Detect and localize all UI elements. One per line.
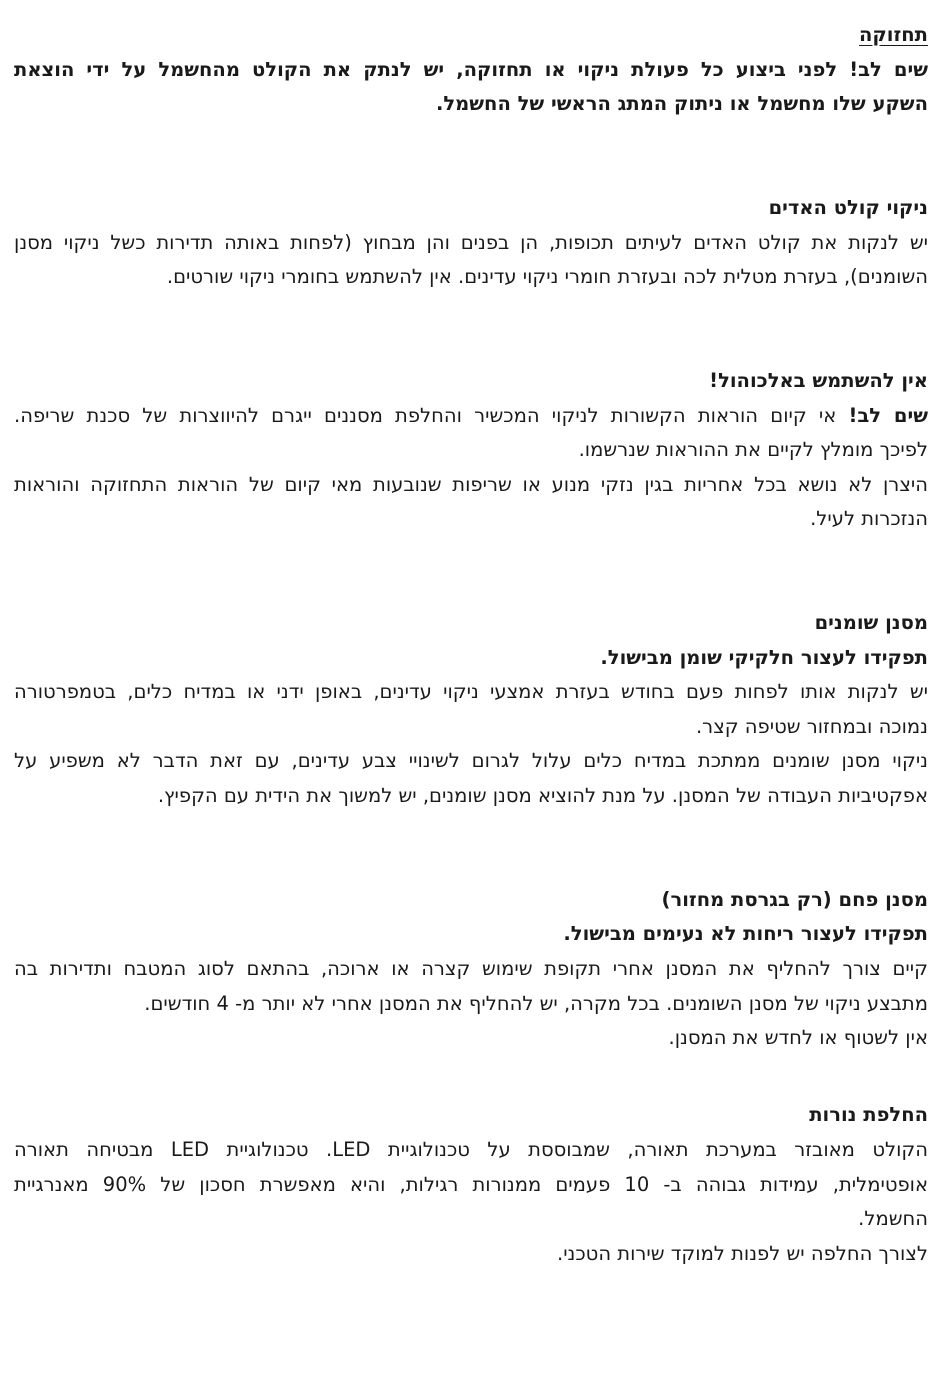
paragraph-line: לצורך החלפה יש לפנות למוקד שירות הטכני. [557,1241,928,1265]
alcohol-heading: אין להשתמש באלכוהול! [709,368,928,392]
document-page [14,18,928,1271]
paragraph-line: קיים צורך להחליף את המסנן אחרי תקופת שימוש קצרה או ארוכה, בהתאם לסוג המטבח ותדירות בה [14,957,928,981]
maintenance-warning-line: שים לב! לפני ביצוע כל פעולת ניקוי או תחזוקה, יש לנתק את הקולט מהחשמל על ידי הוצאת [14,57,928,81]
paragraph-line: ניקוי מסנן שומנים ממתכת במדיח כלים עלול לגרום לשינויי צבע עדינים, עם זאת הדבר לא משפיע על [14,749,928,773]
carbon-filter-heading: מסנן פחם (רק בגרסת מחזור) [661,887,928,911]
paragraph-line: נמוכה ובמחזור שטיפה קצר. [695,714,928,738]
grease-filter-purpose: תפקידו לעצור חלקיקי שומן מבישול. [600,645,928,669]
alcohol-note-line [14,399,928,434]
paragraph-line: הקולט מאובזר במערכת תאורה, שמבוססת על טכנולוגיית LED. טכנולוגיית LED מבטיחה תאורה [14,1138,928,1161]
paragraph-line: יש לנקות אותו לפחות פעם בחודש בעזרת אמצעי ניקוי עדינים, באופן ידני או במדיח כלים, בטמפרטורה [14,680,928,704]
note-label: שים לב! [848,403,928,427]
paragraph-line: מתבצע ניקוי של מסנן השומנים. בכל מקרה, יש להחליף את המסנן אחרי לא יותר מ- 4 חודשים. [144,991,928,1015]
paragraph-line: השומנים), בעזרת מטלית לכה ובעזרת חומרי ניקוי עדינים. אין להשתמש בחומרי ניקוי שורטים. [166,265,928,289]
carbon-filter-purpose: תפקידו לעצור ריחות לא נעימים מבישול. [563,922,928,946]
note-text: אי קיום הוראות הקשורות לניקוי המכשיר והחלפת מסננים ייגרם להיווצרות של סכנת שריפה. [14,403,849,427]
body-cleaning-heading: ניקוי קולט האדים [768,195,928,219]
paragraph-line: החשמל. [858,1207,928,1231]
paragraph-line: אפקטיביות העבודה של המסנן. על מנת להוציא מסנן שומנים, יש למשוך את הידית עם הקפיץ. [157,784,928,808]
paragraph-line: אופטימלית, עמידות גבוהה ב- 10 פעמים ממנורות רגילות, והיא מאפשרת חסכון של 90% מאנרגיית [14,1172,928,1196]
bulbs-heading: החלפת נורות [809,1103,928,1127]
maintenance-warning-line: השקע שלו מחשמל או ניתוק המתג הראשי של החשמל. [435,92,928,116]
paragraph-line: יש לנקות את קולט האדים לעיתים תכופות, הן בפנים והן מבחוץ (לפחות באותה תדירות כשל ניקוי מסנן [14,230,928,254]
paragraph-line: הנזכרות לעיל. [810,507,928,531]
paragraph-line: היצרן לא נושא בכל אחריות בגין נזקי מנוע או שריפות שנובעות מאי קיום של הוראות התחזוקה והוראות [14,472,928,496]
grease-filter-heading: מסנן שומנים [814,611,928,635]
paragraph-line: לפיכך מומלץ לקיים את ההוראות שנרשמו. [578,438,928,462]
paragraph-line: אין לשטוף או לחדש את המסנן. [668,1026,928,1050]
maintenance-title: תחזוקה [859,23,928,46]
